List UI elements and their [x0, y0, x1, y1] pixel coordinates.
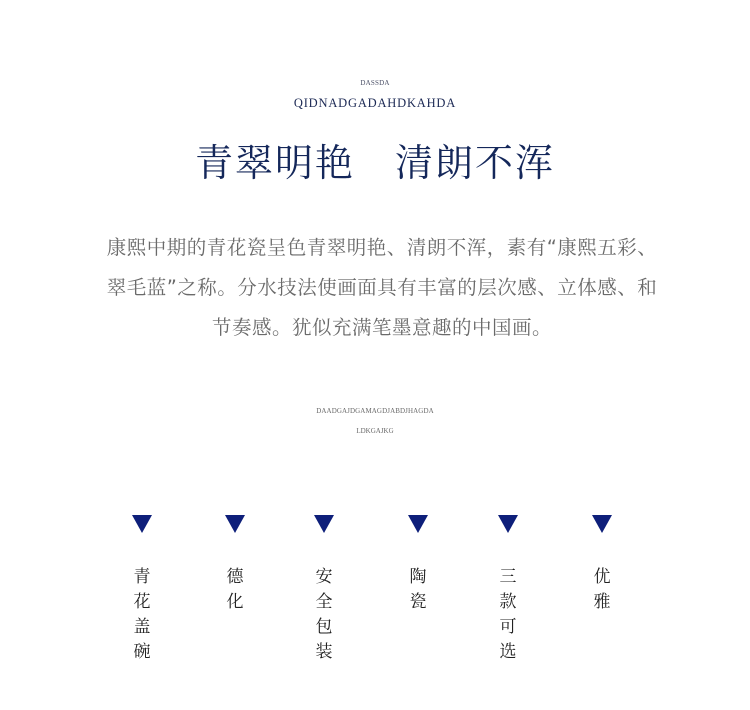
feature-item: [122, 515, 162, 665]
description-line-2: 翠毛蓝”之称。分水技法使画面具有丰富的层次感、立体感、和: [106, 276, 658, 299]
feature-item: [304, 515, 344, 665]
feature-label: 安全包装: [315, 567, 333, 662]
mid-caption-line-1: DAADGAJDGAMAGDJABDJHAGDA: [316, 407, 434, 415]
triangle-down-icon: [498, 515, 518, 533]
header-subtitle: QIDNADGADAHDKAHDA: [293, 96, 457, 110]
feature-item: [398, 515, 438, 615]
mid-caption-line-2: LDKGAJKG: [356, 427, 394, 435]
feature-label: 三款可选: [499, 567, 517, 662]
triangle-down-icon: [225, 515, 245, 533]
feature-item: [488, 515, 528, 665]
description-paragraph: [62, 228, 702, 348]
feature-list: [0, 515, 750, 685]
triangle-down-icon: [132, 515, 152, 533]
feature-label: 优雅: [593, 567, 611, 612]
description-line-1: 康熙中期的青花瓷呈色青翠明艳、清朗不浑，素有“康熙五彩、: [106, 236, 658, 259]
feature-label: 陶瓷: [409, 567, 427, 612]
page-title: 青翠明艳 清朗不浑: [194, 141, 555, 185]
triangle-down-icon: [408, 515, 428, 533]
triangle-down-icon: [592, 515, 612, 533]
description-line-3: 节奏感。犹似充满笔墨意趣的中国画。: [211, 316, 552, 339]
header-tiny-caption: DASSDA: [360, 79, 390, 87]
feature-item: [582, 515, 622, 615]
feature-label: 青花盖碗: [133, 567, 151, 662]
feature-item: [215, 515, 255, 615]
triangle-down-icon: [314, 515, 334, 533]
feature-label: 德化: [226, 567, 244, 612]
